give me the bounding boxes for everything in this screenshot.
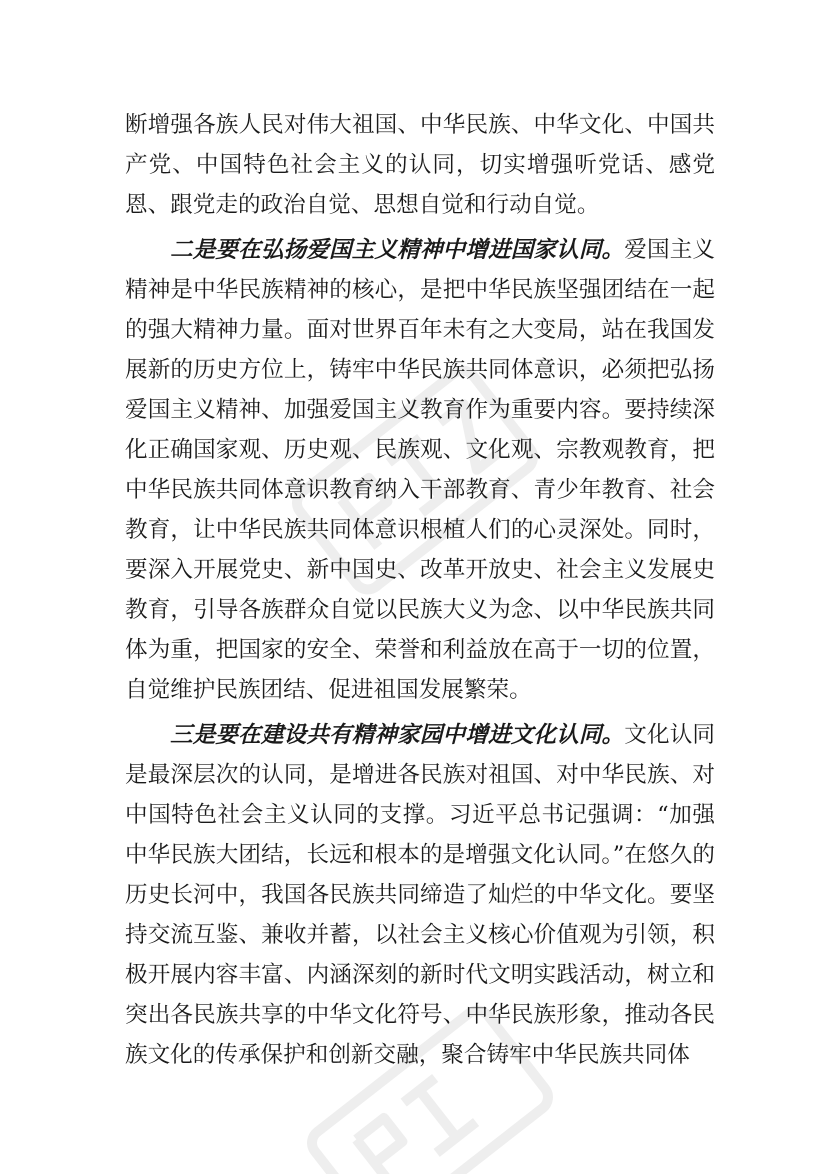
paragraph-cultural-identity <box>125 715 715 1075</box>
paragraph-lead-heading: 三是要在建设共有精神家园中增进文化认同。 <box>170 722 625 748</box>
paragraph-continuation <box>125 105 715 225</box>
paragraph-text: 断增强各族人民对伟大祖国、中华民族、中华文化、中国共产党、中国特色社会主义的认同，切实增强听党话、感党恩、跟党走的政治自觉、思想自觉和行动自觉。 <box>125 112 715 218</box>
paragraph-text: 爱国主义精神是中华民族精神的核心，是把中华民族坚强团结在一起的强大精神力量。面对世界百年未有之大变局，站在我国发展新的历史方位上，铸牢中华民族共同体意识，必须把弘扬爱国主义精神、加强爱国主义教育作为重要内容。要持续深化正确国家观、历史观、民族观、文化观、宗教观教育，把中华民族共同体意识教育纳入干部教育、青少年教育、社会教育，让中华民族共同体意识根植人们的心灵深处。同时，要深入开展党史、新中国史、改革开放史、社会主义发展史教育，引导各族群众自觉以民族大义为念、以中华民族共同体为重，把国家的安全、荣誉和利益放在高于一切的位置，自觉维护民族团结、促进祖国发展繁荣。 <box>125 237 716 703</box>
body-text <box>125 105 715 1080</box>
paragraph-text: 文化认同是最深层次的认同，是增进各民族对祖国、对中华民族、对中国特色社会主义认同的支撑。习近平总书记强调：“加强中华民族大团结，长远和根本的是增强文化认同。”在悠久的历史长河中，我国各民族共同缔造了灿烂的中华文化。要坚持交流互鉴、兼收并蓄，以社会主义核心价值观为引领，积极开展内容丰富、内涵深刻的新时代文明实践活动，树立和突出各民族共享的中华文化符号、中华民族形象，推动各民族文化的传承保护和创新交融，聚合铸牢中华民族共同体 <box>125 722 716 1068</box>
paragraph-lead-heading: 二是要在弘扬爱国主义精神中增进国家认同。 <box>170 237 625 263</box>
paragraph-national-identity <box>125 230 715 710</box>
